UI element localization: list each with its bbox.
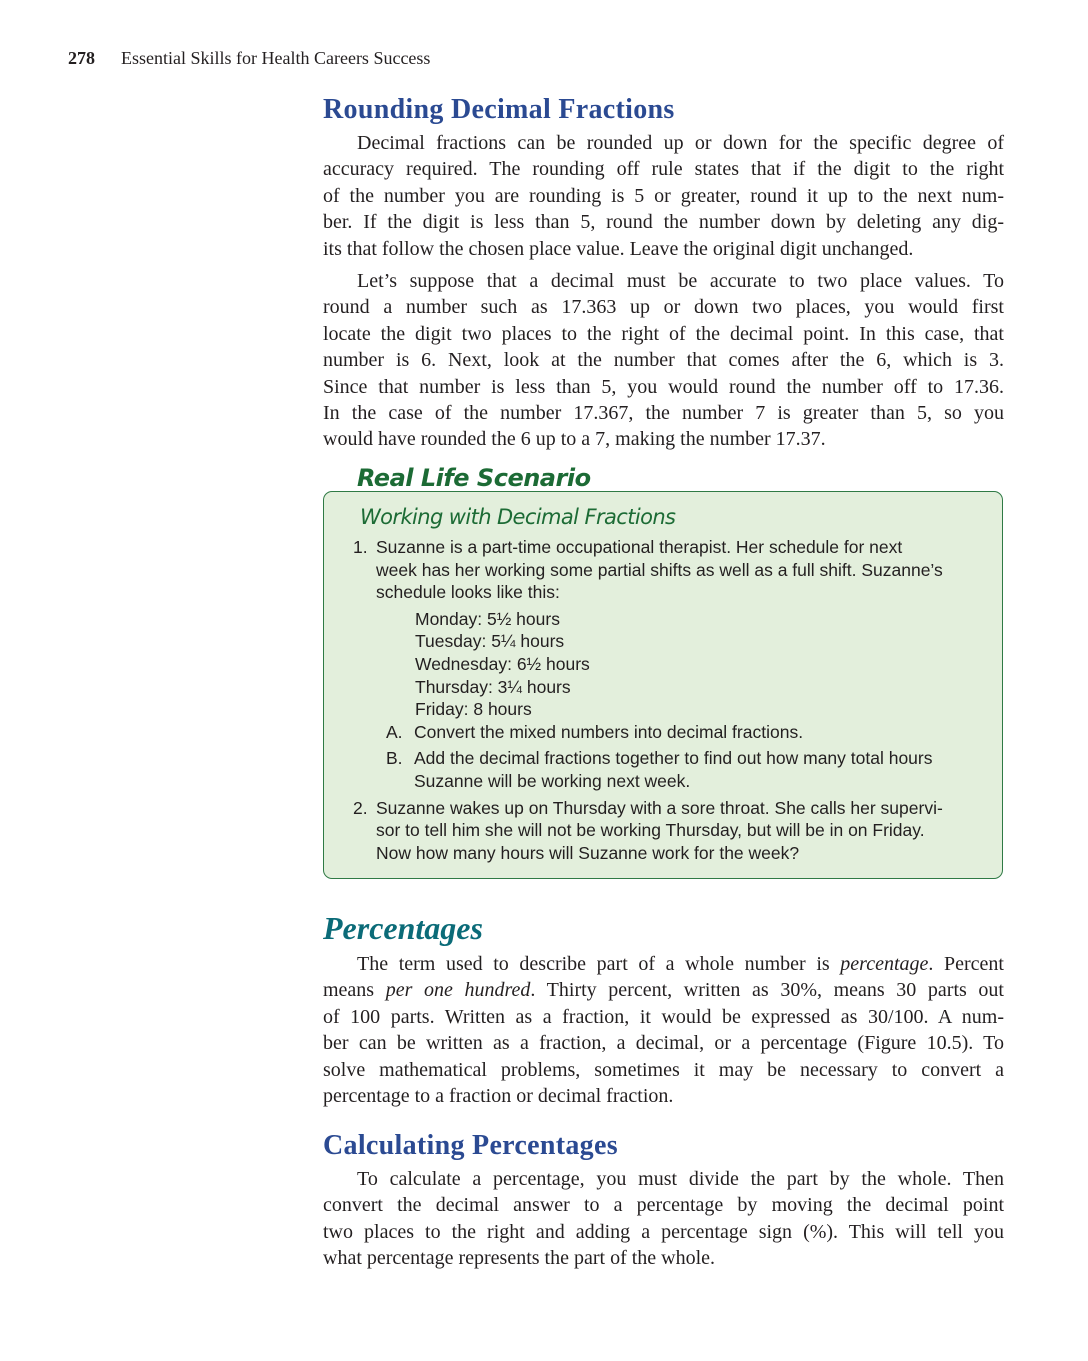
running-header <box>68 48 430 69</box>
section-calculating <box>323 1130 1004 1278</box>
paragraph <box>323 1166 1004 1272</box>
question-number: 1. <box>353 537 368 557</box>
schedule-item: Monday: 5½ hours <box>415 608 560 629</box>
text-line: In the case of the number 17.367, the number 7 is greater than 5, so you <box>323 402 1004 425</box>
text-line: ber can be written as a fraction, a decimal, or a percentage (Figure 10.5). To <box>323 1032 1004 1055</box>
text-line: convert the decimal answer to a percentage by moving the decimal point <box>323 1194 1004 1217</box>
scenario-title: Real Life Scenario <box>357 464 591 492</box>
text-segment: . Percent <box>928 953 1004 975</box>
text-line: of 100 parts. Written as a fraction, it would be expressed as 30/100. A num- <box>323 1005 1004 1028</box>
text-line: Let’s suppose that a decimal must be accurate to two place values. To <box>357 270 1004 293</box>
question-text: sor to tell him she will not be working Thursday, but will be in on Friday. <box>376 820 925 841</box>
text-line <box>323 951 1004 977</box>
section-heading: Rounding Decimal Fractions <box>323 94 675 125</box>
text-line: To calculate a percentage, you must divide the part by the whole. Then <box>357 1168 1004 1190</box>
italic-term: per one hundred <box>385 979 531 1002</box>
schedule-item: Tuesday: 5¼ hours <box>415 631 565 652</box>
subquestion-text: Convert the mixed numbers into decimal fractions. <box>414 721 804 742</box>
text-line: solve mathematical problems, sometimes it may be necessary to convert a <box>323 1058 1004 1081</box>
question-text: schedule looks like this: <box>376 582 560 603</box>
text-line: round a number such as 17.363 up or down two places, you would first <box>323 296 1004 319</box>
section-percentages <box>323 910 1004 1115</box>
text-line: Decimal fractions can be rounded up or down for the specific degree of <box>357 132 1004 154</box>
text-line: of the number you are rounding is 5 or greater, round it up to the next num- <box>323 184 1004 207</box>
text-line: number is 6. Next, look at the number that comes after the 6, which is 3. <box>323 349 1004 372</box>
text-line <box>323 977 1004 1003</box>
text-line: ber. If the digit is less than 5, round the number down by deleting any dig- <box>323 211 1004 234</box>
text-segment: . Thirty percent, written as 30%, means 30 parts out <box>530 979 1004 1002</box>
text-line: accuracy required. The rounding off rule states that if the digit to the right <box>323 158 1004 181</box>
paragraph <box>323 951 1004 1109</box>
schedule-item: Wednesday: 6½ hours <box>415 654 590 674</box>
subquestion-text: Suzanne will be working next week. <box>414 771 691 791</box>
chapter-heading: Percentages <box>323 910 483 946</box>
question-text: Now how many hours will Suzanne work for the week? <box>376 842 800 863</box>
question-number: 2. <box>353 797 368 818</box>
subquestion-label: B. <box>386 748 403 769</box>
text-line: would have rounded the 6 up to a 7, making the number 17.37. <box>323 428 826 451</box>
italic-term: percentage <box>840 953 929 975</box>
question-text: Suzanne wakes up on Thursday with a sore throat. She calls her supervi- <box>376 797 943 818</box>
paragraph <box>323 268 1004 453</box>
text-segment: The term used to describe part of a whole number is <box>357 953 841 975</box>
section-rounding <box>323 94 1004 459</box>
text-segment: means <box>323 979 386 1002</box>
text-line: Since that number is less than 5, you would round the number off to 17.36. <box>323 375 1004 398</box>
scenario-box <box>323 491 1003 879</box>
text-line: its that follow the chosen place value. Leave the original digit unchanged. <box>323 237 914 260</box>
question-text: week has her working some partial shifts as well as a full shift. Suzanne’s <box>376 559 943 580</box>
text-line: locate the digit two places to the right of the decimal point. In this case, that <box>323 322 1004 345</box>
text-line: two places to the right and adding a percentage sign (%). This will tell you <box>323 1220 1004 1243</box>
book-title: Essential Skills for Health Careers Success <box>121 48 431 68</box>
scenario-subtitle: Working with Decimal Fractions <box>360 505 676 529</box>
page-number: 278 <box>68 48 95 68</box>
schedule-item: Thursday: 3¼ hours <box>415 676 571 697</box>
subquestion-text: Add the decimal fractions together to find out how many total hours <box>414 748 933 769</box>
schedule-item: Friday: 8 hours <box>415 699 532 720</box>
subquestion-label: A. <box>386 721 403 742</box>
section-heading: Calculating Percentages <box>323 1130 618 1161</box>
question-text: Suzanne is a part-time occupational therapist. Her schedule for next <box>376 537 903 557</box>
paragraph <box>323 130 1004 262</box>
text-line: percentage to a fraction or decimal fraction. <box>323 1085 674 1108</box>
text-line: what percentage represents the part of the whole. <box>323 1247 716 1270</box>
